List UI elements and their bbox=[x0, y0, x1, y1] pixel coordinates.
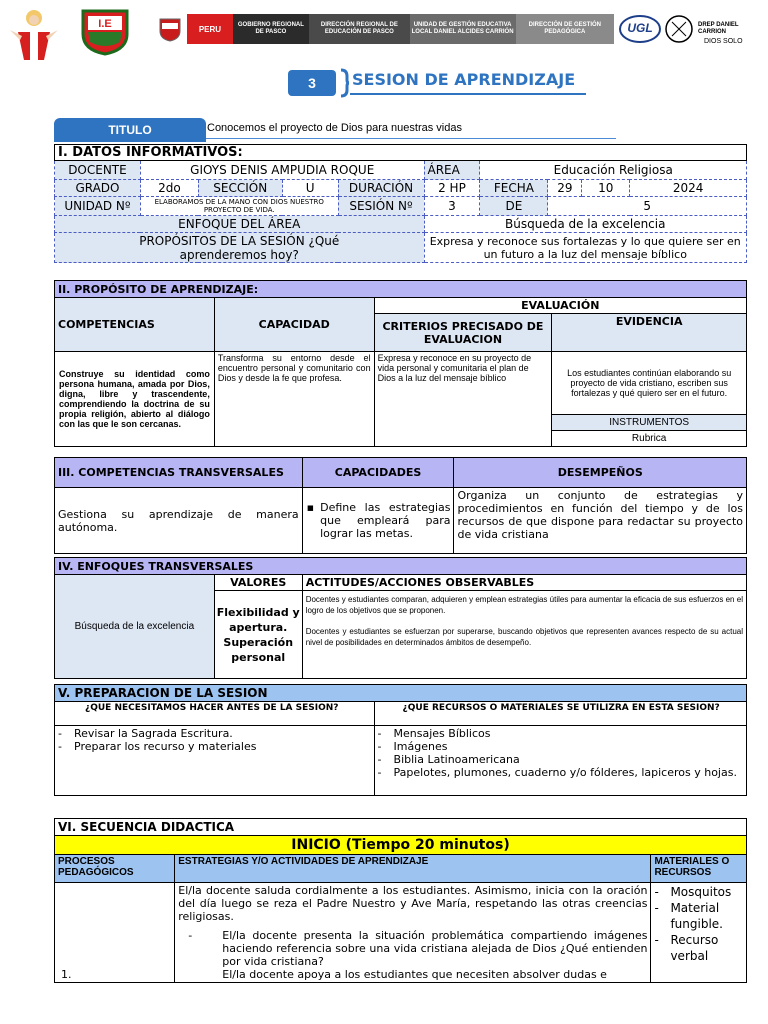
valor-flexibilidad: Flexibilidad y apertura. bbox=[216, 605, 300, 634]
area-label: ÁREA bbox=[424, 161, 480, 180]
bullet-icon: - bbox=[58, 740, 62, 753]
actividad-3: El/la docente apoya a los estudiantes que necesiten absolver dudas e bbox=[222, 968, 607, 981]
proposito-table bbox=[54, 280, 747, 447]
transversal-capacidad: Define las estrategias que empleará para lograr las metas. bbox=[320, 501, 451, 540]
fecha-year: 2024 bbox=[630, 180, 747, 197]
recursos-question: ¿QUE RECURSOS O MATERIALES SE UTILIZRA EN ESTA SESION? bbox=[374, 702, 746, 726]
de-value: 5 bbox=[548, 197, 747, 216]
drep-logo bbox=[664, 14, 758, 48]
grado-label: GRADO bbox=[55, 180, 141, 197]
bullet-icon: - bbox=[654, 885, 659, 899]
bullet-icon: - bbox=[58, 727, 62, 740]
list-item: - Revisar la Sagrada Escritura. bbox=[58, 727, 233, 740]
inicio-header: INICIO (Tiempo 20 minutos) bbox=[55, 836, 747, 855]
datos-informativos-table bbox=[54, 144, 747, 263]
bullet-icon: - bbox=[377, 753, 382, 766]
proceso-number: 1. bbox=[55, 883, 175, 983]
docente-label: DOCENTE bbox=[55, 161, 141, 180]
grado-value: 2do bbox=[140, 180, 198, 197]
enfoque-value: Búsqueda de la excelencia bbox=[424, 216, 747, 233]
competencias-header: COMPETENCIAS bbox=[55, 298, 215, 352]
jesus-logo bbox=[8, 8, 60, 62]
recursos-list bbox=[378, 727, 743, 779]
dash-icon: - bbox=[188, 929, 193, 942]
list-item: - Material fungible. bbox=[654, 901, 723, 931]
bullet-icon: - bbox=[377, 766, 382, 779]
seccion-label: SECCIÓN bbox=[198, 180, 282, 197]
session-title: SESION DE APRENDIZAJE bbox=[352, 70, 576, 89]
banner-dre: DIRECCIÓN REGIONAL DE EDUCACIÓN DE PASCO bbox=[309, 14, 409, 44]
actitud-2: Docentes y estudiantes se esfuerzan por superarse, buscando objetivos que representen avances respecto de su actual nivel de posibilidades en determinados ámbitos de desempeño. bbox=[305, 627, 743, 647]
transversales-table bbox=[54, 457, 747, 554]
drep-logo-bottom: DIOS SOLO bbox=[704, 38, 743, 45]
preparacion-heading: V. PREPARACION DE LA SESION bbox=[55, 685, 747, 702]
banner-gov: GOBIERNO REGIONAL DE PASCO bbox=[233, 14, 310, 44]
criterios-header: CRITERIOS PRECISADO DE EVALUACION bbox=[374, 314, 552, 352]
sesion-label: SESIÓN Nº bbox=[338, 197, 424, 216]
evidencia-header: EVIDENCIA bbox=[552, 314, 747, 352]
estrategias-header: ESTRATEGIAS Y/O ACTIVIDADES DE APRENDIZAJE bbox=[175, 855, 651, 883]
duracion-value: 2 HP bbox=[424, 180, 480, 197]
bullet-icon: - bbox=[377, 740, 382, 753]
unidad-label: UNIDAD Nº bbox=[55, 197, 141, 216]
school-badge-text: I.E bbox=[98, 18, 112, 30]
proposito-value: Expresa y reconoce sus fortalezas y lo que quiere ser en un futuro a la luz del mensaje bíblico bbox=[424, 233, 747, 263]
procesos-header: PROCESOS PEDAGÓGICOS bbox=[55, 855, 175, 883]
enfoques-table bbox=[54, 557, 747, 679]
titulo-label: TITULO bbox=[54, 118, 206, 142]
bracket-icon bbox=[338, 68, 350, 98]
transversal-competencia: Gestiona su aprendizaje de manera autónoma. bbox=[55, 488, 303, 554]
list-item: - Mensajes Bíblicos bbox=[377, 727, 491, 740]
preparacion-table bbox=[54, 684, 747, 796]
materiales-list bbox=[654, 884, 743, 964]
antes-question: ¿QUE NECESITAMOS HACER ANTES DE LA SESION? bbox=[55, 702, 375, 726]
peru-shield-icon bbox=[152, 14, 187, 44]
proposito-heading: II. PROPÓSITO DE APRENDIZAJE: bbox=[55, 281, 747, 298]
materiales-header: MATERIALES O RECURSOS bbox=[651, 855, 747, 883]
drep-logo-top: DREP DANIEL CARRION bbox=[698, 22, 739, 35]
criterio-text: Expresa y reconoce en su proyecto de vida personal y comunitaria el plan de Dios a la luz del mensaje bíblico bbox=[374, 352, 552, 447]
titulo-value: Conocemos el proyecto de Dios para nuestras vidas bbox=[207, 122, 462, 134]
enfoque-label: ENFOQUE DEL ÁREA bbox=[55, 216, 425, 233]
capacidades-header: CAPACIDADES bbox=[302, 458, 454, 488]
desempenos-header: DESEMPEÑOS bbox=[454, 458, 747, 488]
instrumentos-header: INSTRUMENTOS bbox=[552, 415, 747, 431]
enfoques-heading: IV. ENFOQUES TRANSVERSALES bbox=[55, 558, 747, 575]
list-item: - Recurso verbal bbox=[654, 933, 719, 963]
list-item: - Mosquitos bbox=[654, 885, 732, 899]
unidad-value: ELABORAMOS DE LA MANO CON DIOS NUESTRO PROYECTO DE VIDA. bbox=[140, 197, 338, 216]
antes-list bbox=[58, 727, 371, 753]
list-item: - Papelotes, plumones, cuaderno y/o fólderes, lapiceros y hojas. bbox=[377, 766, 737, 779]
title-underline bbox=[350, 93, 586, 95]
actitud-1: Docentes y estudiantes comparan, adquieren y emplean estrategias útiles para aumentar la eficacia de sus esfuerzos en el logro de los objetivos que se proponen. bbox=[305, 595, 743, 615]
secuencia-heading: VI. SECUENCIA DIDACTICA bbox=[55, 819, 747, 836]
banner-ugel: UNIDAD DE GESTIÓN EDUCATIVA LOCAL DANIEL ALCIDES CARRIÓN bbox=[410, 14, 516, 44]
datos-heading: I. DATOS INFORMATIVOS: bbox=[55, 145, 747, 161]
proposito-label: PROPÓSITOS DE LA SESIÓN ¿Qué aprenderemos hoy? bbox=[55, 233, 425, 263]
enfoque-value: Búsqueda de la excelencia bbox=[55, 575, 215, 679]
session-number-badge bbox=[288, 70, 336, 96]
duracion-label: DURACIÓN bbox=[338, 180, 424, 197]
de-label: DE bbox=[480, 197, 548, 216]
actividad-2: El/la docente presenta la situación problemática compartiendo imágenes haciendo referencia sobre una vida cristiana alejada de Dios ¿Qué entienden por vida cristiana? bbox=[222, 929, 648, 968]
fecha-month: 10 bbox=[582, 180, 630, 197]
transversal-desempeno: Organiza un conjunto de estrategias y procedimientos en función del tiempo y de los recursos de que dispone para redactar su proyecto de vida cristiana bbox=[454, 488, 747, 554]
bullet-icon: ▪ bbox=[306, 501, 315, 514]
bullet-icon: - bbox=[654, 933, 659, 947]
ugel-logo bbox=[618, 14, 662, 44]
capacidad-text: Transforma su entorno desde el encuentro personal y comunitario con Dios y desde la fe que profesa. bbox=[214, 352, 374, 447]
fecha-day: 29 bbox=[548, 180, 582, 197]
competencia-text: Construye su identidad como persona humana, amada por Dios, digna, libre y trascendente, comprendiendo la doctrina de su propia religión, abierto al diálogo con las que le son cercanas. bbox=[55, 352, 215, 447]
list-item: - Preparar los recurso y materiales bbox=[58, 740, 257, 753]
sesion-value: 3 bbox=[424, 197, 480, 216]
area-value: Educación Religiosa bbox=[480, 161, 747, 180]
secuencia-table bbox=[54, 818, 747, 983]
bullet-icon: - bbox=[377, 727, 382, 740]
government-banner bbox=[152, 14, 614, 44]
school-shield-logo bbox=[80, 8, 130, 56]
actividad-1: El/la docente saluda cordialmente a los estudiantes. Asimismo, inicia con la oración del día luego se reza el Padre Nuestro y Ave María, respetando las otras creencias religiosas. bbox=[178, 884, 648, 923]
capacidad-header: CAPACIDAD bbox=[214, 298, 374, 352]
bullet-icon: - bbox=[654, 901, 659, 915]
valor-superacion: Superación personal bbox=[223, 635, 294, 664]
session-number: 3 bbox=[308, 75, 316, 91]
ugel-logo-text: UGL bbox=[627, 21, 653, 35]
seccion-value: U bbox=[282, 180, 338, 197]
banner-dgp: DIRECCIÓN DE GESTIÓN PEDAGÓGICA bbox=[516, 14, 614, 44]
fecha-label: FECHA bbox=[480, 180, 548, 197]
docente-value: GIOYS DENIS AMPUDIA ROQUE bbox=[140, 161, 424, 180]
actitudes-header: ACTITUDES/ACCIONES OBSERVABLES bbox=[302, 575, 746, 591]
transversales-heading: III. COMPETENCIAS TRANSVERSALES bbox=[55, 458, 303, 488]
banner-peru: PERU bbox=[187, 14, 232, 44]
evidencia-text: Los estudiantes continúan elaborando su proyecto de vida cristiano, escriben sus fortalezas y qué quiero ser en el futuro. bbox=[552, 352, 747, 415]
instrumento-value: Rubrica bbox=[552, 431, 747, 447]
list-item: - Imágenes bbox=[377, 740, 448, 753]
valores-header: VALORES bbox=[214, 575, 302, 591]
titulo-underline bbox=[206, 138, 616, 139]
evaluacion-header: EVALUACIÓN bbox=[374, 298, 746, 314]
list-item: - Biblia Latinoamericana bbox=[377, 753, 520, 766]
